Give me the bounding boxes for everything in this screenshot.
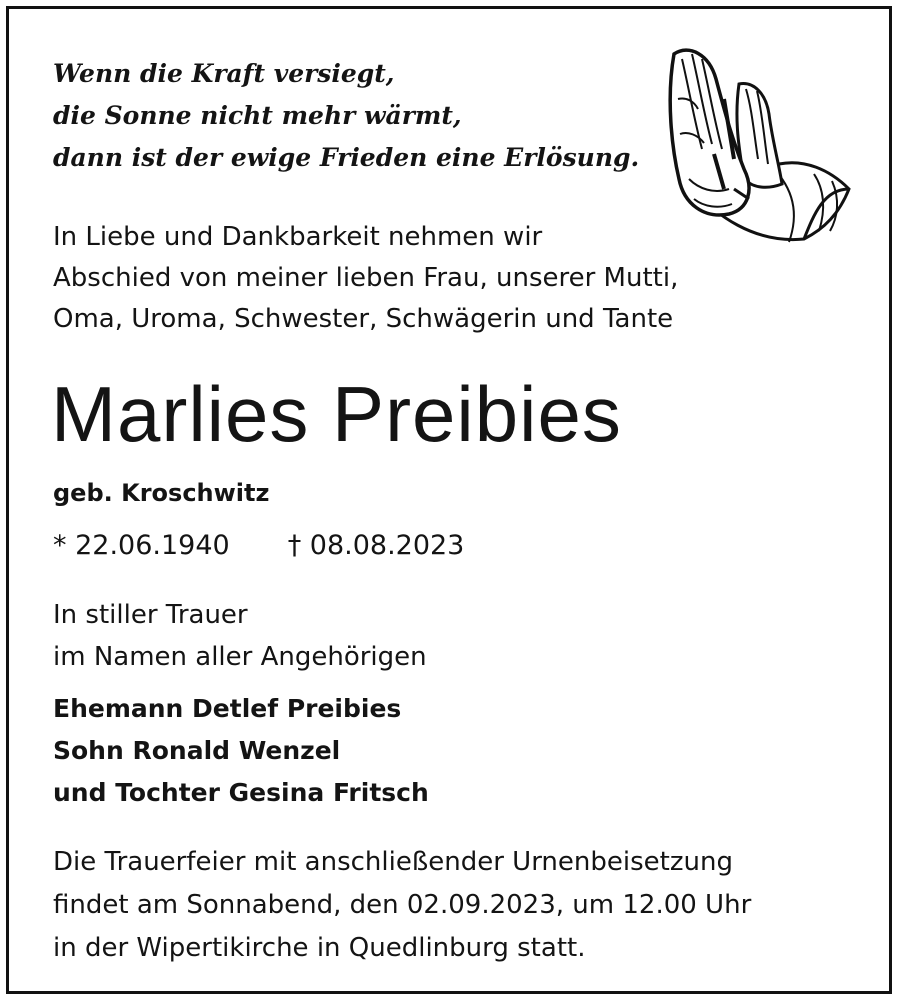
mourning-line: im Namen aller Angehörigen bbox=[53, 642, 427, 672]
life-dates bbox=[53, 524, 464, 568]
mourning-line: In stiller Trauer bbox=[53, 600, 248, 630]
family-line: Sohn Ronald Wenzel bbox=[53, 736, 341, 765]
intro-line: Abschied von meiner lieben Frau, unserer Mutti, bbox=[53, 263, 679, 293]
family-members bbox=[53, 688, 429, 814]
deceased-name: Marlies Preibies bbox=[51, 370, 622, 458]
mourning-text bbox=[53, 594, 427, 678]
intro-text bbox=[53, 217, 678, 340]
birth-date: * 22.06.1940 bbox=[53, 530, 230, 561]
obituary-notice bbox=[6, 6, 892, 994]
poem bbox=[53, 53, 653, 179]
death-date: † 08.08.2023 bbox=[287, 530, 465, 561]
poem-line: die Sonne nicht mehr wärmt, bbox=[53, 101, 462, 130]
service-line: in der Wipertikirche in Quedlinburg statt. bbox=[53, 933, 586, 963]
poem-line: Wenn die Kraft versiegt, bbox=[53, 59, 395, 88]
intro-line: In Liebe und Dankbarkeit nehmen wir bbox=[53, 222, 543, 252]
service-line: Die Trauerfeier mit anschließender Urnenbeisetzung bbox=[53, 847, 733, 877]
service-line: findet am Sonnabend, den 02.09.2023, um 12.00 Uhr bbox=[53, 890, 752, 920]
service-info bbox=[53, 841, 751, 970]
praying-hands-icon bbox=[654, 39, 854, 254]
family-line: Ehemann Detlef Preibies bbox=[53, 694, 402, 723]
intro-line: Oma, Uroma, Schwester, Schwägerin und Tante bbox=[53, 304, 674, 334]
poem-line: dann ist der ewige Frieden eine Erlösung. bbox=[53, 143, 640, 172]
family-line: und Tochter Gesina Fritsch bbox=[53, 778, 429, 807]
maiden-name: geb. Kroschwitz bbox=[53, 479, 270, 507]
